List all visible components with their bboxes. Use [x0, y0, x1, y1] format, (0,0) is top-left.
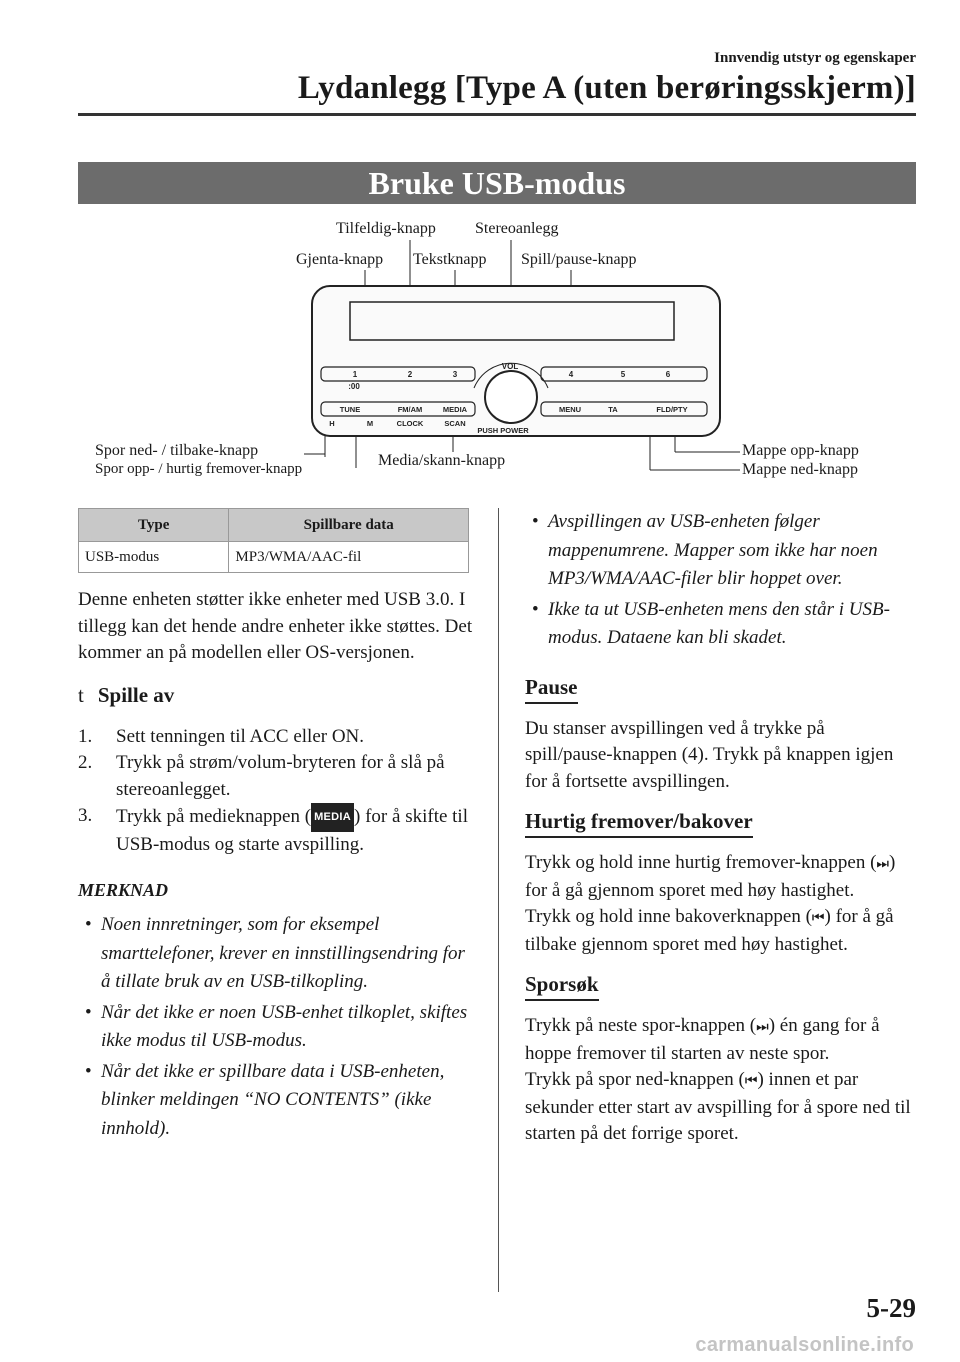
label-tekst: Tekstknapp — [413, 251, 487, 268]
list-item: • Avspillingen av USB-enheten følger mappenumrene. Mapper som ikke har noen MP3/WMA/AAC-filer blir hoppet over. — [532, 511, 878, 589]
label-tilfeldig: Tilfeldig-knapp — [336, 220, 436, 237]
intro-text: Denne enheten støtter ikke enheter med USB 3.0. I tillegg kan det hende andre enheter ikke støttes. Det kommer an på modellen eller OS-versjonen. — [78, 589, 473, 663]
ff-text-2: Trykk og hold inne bakoverknappen (⏮) for å gå tilbake gjennom sporet med høy hastighet. — [525, 906, 894, 955]
h-label: H — [329, 419, 335, 428]
preset-5-label: 5 — [620, 370, 626, 379]
label-mappe-ned: Mappe ned-knapp — [742, 461, 858, 478]
table-header: Type — [79, 509, 229, 542]
tune-label: TUNE — [339, 405, 361, 414]
fast-forward-icon: ⏭ — [876, 856, 890, 872]
right-column — [525, 508, 915, 1148]
media-button-icon: MEDIA — [311, 803, 354, 832]
push-power-label: PUSH POWER — [477, 426, 529, 435]
vol-label: VOL — [501, 362, 519, 371]
table-cell: USB-modus — [79, 542, 229, 573]
stereo-diagram — [78, 210, 916, 490]
preset-4-label: 4 — [568, 370, 574, 379]
ta-label: TA — [608, 405, 618, 414]
label-media-skann: Media/skann-knapp — [378, 452, 506, 469]
section-banner: Bruke USB-modus — [78, 162, 916, 204]
media-label: MEDIA — [442, 405, 468, 414]
page-title: Lydanlegg [Type A (uten berøringsskjerm)] — [297, 70, 916, 106]
scan-label: SCAN — [444, 419, 466, 428]
ff-text-1: Trykk og hold inne hurtig fremover-knappen (⏭) for å gå gjennom sporet med høy hastighet. — [525, 852, 896, 901]
label-spor-ned: Spor ned- / tilbake-knapp — [95, 442, 259, 459]
note-heading: MERKNAD — [78, 880, 169, 900]
section-marker: t — [78, 682, 84, 707]
fmam-label: FM/AM — [397, 405, 423, 414]
next-track-icon: ⏭ — [756, 1019, 769, 1035]
rewind-icon: ⏮ — [811, 910, 825, 926]
list-item: 1. Sett tenningen til ACC eller ON. — [78, 725, 365, 747]
header-rule — [78, 113, 916, 116]
volume-knob — [485, 371, 537, 423]
list-item: • Noen innretninger, som for eksempel smarttelefoner, krever en innstillingsendring for å tillate bruk av en USB-tilkopling. — [85, 914, 465, 992]
column-divider — [498, 508, 499, 1292]
preset-3-label: 3 — [452, 370, 458, 379]
list-item: • Når det ikke er noen USB-enhet tilkoplet, skiftes ikke modus til USB-modus. — [85, 1001, 468, 1051]
ff-heading: Hurtig fremover/bakover — [525, 809, 753, 838]
preset-2-label: 2 — [407, 370, 413, 379]
play-steps — [78, 724, 478, 859]
list-item: • Ikke ta ut USB-enheten mens den står i USB-modus. Dataene kan bli skadet. — [532, 598, 890, 648]
preset-1-label: 1 — [352, 370, 358, 379]
label-gjenta: Gjenta-knapp — [296, 251, 384, 268]
fld-label: FLD/PTY — [656, 405, 688, 414]
menu-label: MENU — [558, 405, 582, 414]
label-mappe-opp: Mappe opp-knapp — [742, 442, 859, 459]
list-item: • Når det ikke er spillbare data i USB-enheten, blinker meldingen “NO CONTENTS” (ikke innhold). — [85, 1060, 445, 1139]
list-item: 2. Trykk på strøm/volum-bryteren for å slå på stereoanlegget. — [78, 752, 445, 800]
note-list-continued — [525, 508, 915, 653]
seek-text-2: Trykk på spor ned-knappen (⏮) innen et par sekunder etter start av avspilling for å spore ned til starten på det forrige sporet. — [525, 1069, 911, 1144]
clock-colon-label: :00 — [348, 382, 360, 391]
pause-heading: Pause — [525, 675, 578, 704]
pause-text: Du stanser avspillingen ved å trykke på spill/pause-knappen (4). Trykk på knappen igjen for å fortsette avspillingen. — [525, 717, 894, 792]
table-row — [79, 542, 469, 573]
play-heading-text: Spille av — [97, 682, 175, 707]
table-cell: MP3/WMA/AAC-fil — [229, 542, 469, 573]
label-spill: Spill/pause-knapp — [521, 251, 637, 268]
table-header: Spillbare data — [229, 509, 469, 542]
seek-heading: Sporsøk — [525, 972, 599, 1001]
left-column — [78, 508, 478, 1145]
clock-label: CLOCK — [396, 419, 424, 428]
page-number: 5-29 — [866, 1293, 916, 1323]
header-section: Innvendig utstyr og egenskaper — [714, 50, 916, 66]
label-spor-opp: Spor opp- / hurtig fremover-knapp — [95, 461, 303, 477]
note-list — [78, 911, 478, 1143]
watermark: carmanualsonline.info — [695, 1334, 914, 1356]
label-stereo: Stereoanlegg — [475, 220, 559, 237]
seek-text-1: Trykk på neste spor-knappen (⏭) én gang for å hoppe fremover til starten av neste spor. — [525, 1015, 880, 1064]
list-item: 3. Trykk på medieknappen ( MEDIA ) for å skifte til USB-modus og starte avspilling. — [78, 805, 468, 855]
preset-6-label: 6 — [665, 370, 671, 379]
m-label: M — [366, 419, 374, 428]
playable-data-table — [78, 508, 469, 573]
play-heading — [78, 683, 478, 708]
previous-track-icon: ⏮ — [744, 1073, 758, 1089]
